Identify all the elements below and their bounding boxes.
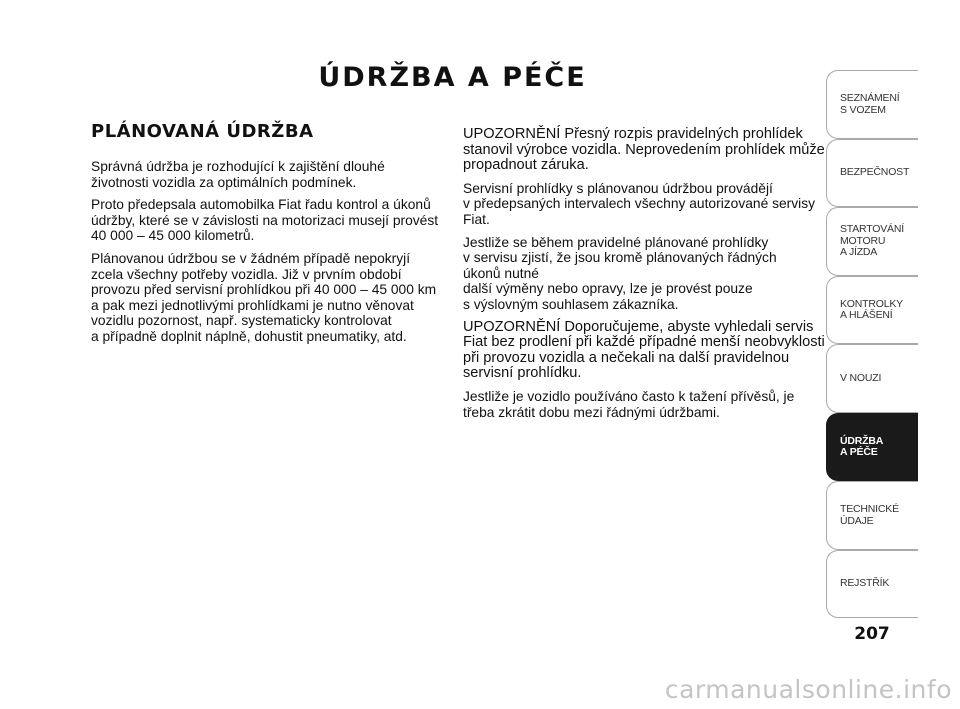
tab-rejstrik[interactable] bbox=[826, 550, 918, 618]
text-line: vozidlu pozornost, např. systematicky kontrolovat bbox=[91, 313, 392, 329]
paragraph bbox=[463, 181, 815, 228]
text-line: propadnout záruka. bbox=[463, 157, 589, 174]
paragraph bbox=[91, 197, 448, 244]
tab-v-nouzi[interactable] bbox=[826, 344, 918, 413]
text-line: a případně doplnit náplně, dohustit pneumatiky, atd. bbox=[91, 328, 407, 344]
section-heading: PLÁNOVANÁ ÚDRŽBA bbox=[91, 121, 314, 142]
tab-label bbox=[840, 71, 899, 138]
text-line: a pak mezi jednotlivými prohlídkami je nutno věnovat bbox=[91, 297, 414, 313]
text-line: další výměny nebo opravy, lze je provést pouze bbox=[463, 281, 753, 297]
text-line: životnosti vozidla za optimálních podmínek. bbox=[91, 174, 357, 190]
text-line: 40 000 – 45 000 kilometrů. bbox=[91, 228, 255, 244]
tab-label-line: REJSTŘÍK bbox=[840, 577, 890, 590]
tab-bezpecnost[interactable] bbox=[826, 139, 918, 207]
tab-label bbox=[840, 277, 903, 343]
tab-label bbox=[840, 208, 904, 275]
tab-label bbox=[840, 345, 881, 412]
tab-label-line: A HLÁŠENÍ bbox=[840, 309, 893, 321]
tab-label-line: TECHNICKÉ bbox=[840, 503, 899, 515]
tab-label-line: ÚDAJE bbox=[840, 514, 874, 527]
tab-label bbox=[840, 482, 899, 549]
left-column bbox=[91, 121, 448, 352]
text-line: Fiat bez prodlení při každé případné menší neobvyklosti bbox=[463, 334, 825, 351]
warning-paragraph bbox=[463, 126, 825, 174]
tab-technicke-udaje[interactable] bbox=[826, 481, 918, 550]
tab-label bbox=[840, 140, 909, 206]
page-title: ÚDRŽBA A PÉČE bbox=[318, 62, 587, 93]
warning-paragraph bbox=[463, 318, 825, 382]
tab-label-line: KONTROLKY bbox=[840, 297, 903, 310]
text-line: Jestliže je vozidlo používáno často k tažení přívěsů, je bbox=[463, 388, 795, 404]
text-line: servisní prohlídku. bbox=[463, 365, 582, 382]
text-line: s výslovným souhlasem zákazníka. bbox=[463, 296, 679, 312]
text-line: Plánovanou údržbou se v žádném případě nepokryjí bbox=[91, 250, 411, 266]
watermark: carmanualsonline.info bbox=[664, 675, 952, 704]
text-line: zcela všechny potřeby vozidla. Již v prvním období bbox=[91, 266, 402, 282]
tab-label-line: SEZNÁMENÍ bbox=[840, 92, 900, 104]
tab-kontrolky[interactable] bbox=[826, 276, 918, 344]
right-column bbox=[463, 126, 825, 427]
paragraph bbox=[463, 235, 815, 313]
tab-label-line: A PÉČE bbox=[840, 446, 878, 458]
tab-label-line: V NOUZI bbox=[840, 371, 882, 384]
text-line: Správná údržba je rozhodující k zajištění dlouhé bbox=[91, 159, 385, 174]
tab-startovani-motoru[interactable] bbox=[826, 207, 918, 276]
text-line: Servisní prohlídky s plánovanou údržbou provádějí bbox=[463, 180, 773, 196]
paragraph bbox=[91, 251, 448, 345]
paragraph bbox=[463, 389, 815, 420]
text-line: v předepsaných intervalech všechny autorizované servisy bbox=[463, 196, 816, 212]
tab-label bbox=[840, 414, 883, 480]
tab-seznameni-s-vozem[interactable] bbox=[826, 70, 918, 139]
tab-label-line: BEZPEČNOST bbox=[840, 166, 910, 179]
tab-label-line: STARTOVÁNÍ bbox=[840, 223, 904, 236]
text-line: UPOZORNĚNÍ Doporučujeme, abyste vyhledali servis bbox=[463, 318, 814, 335]
text-line: údržby, které se v závislosti na motorizaci musejí provést bbox=[91, 212, 439, 228]
text-line: v servisu zjistí, že jsou kromě plánovaných řádných bbox=[463, 250, 777, 266]
text-line: Jestliže se během pravidelné plánované prohlídky bbox=[463, 234, 769, 250]
tab-label-line: A JÍZDA bbox=[840, 246, 878, 259]
text-line: Fiat. bbox=[463, 211, 490, 227]
text-line: třeba zkrátit dobu mezi řádnými údržbami. bbox=[463, 404, 720, 420]
text-line: stanovil výrobce vozidla. Neprovedením prohlídek může bbox=[463, 141, 825, 158]
tab-label-line: MOTORU bbox=[840, 234, 886, 247]
text-line: při provozu vozidla a nečekali na další pravidelnou bbox=[463, 349, 790, 366]
text-line: provozu před servisní prohlídkou při 40 000 – 45 000 km bbox=[91, 282, 437, 298]
paragraph bbox=[91, 159, 448, 190]
tab-udrzba-a-pece[interactable] bbox=[826, 413, 918, 481]
text-line: UPOZORNĚNÍ Přesný rozpis pravidelných prohlídek bbox=[463, 126, 803, 142]
tab-label-line: ÚDRŽBA bbox=[840, 434, 884, 447]
page-number: 207 bbox=[854, 624, 890, 644]
tab-label-line: S VOZEM bbox=[840, 103, 886, 116]
text-line: úkonů nutné bbox=[463, 265, 539, 281]
text-line: Proto předepsala automobilka Fiat řadu kontrol a úkonů bbox=[91, 197, 431, 213]
tab-label bbox=[840, 551, 889, 617]
